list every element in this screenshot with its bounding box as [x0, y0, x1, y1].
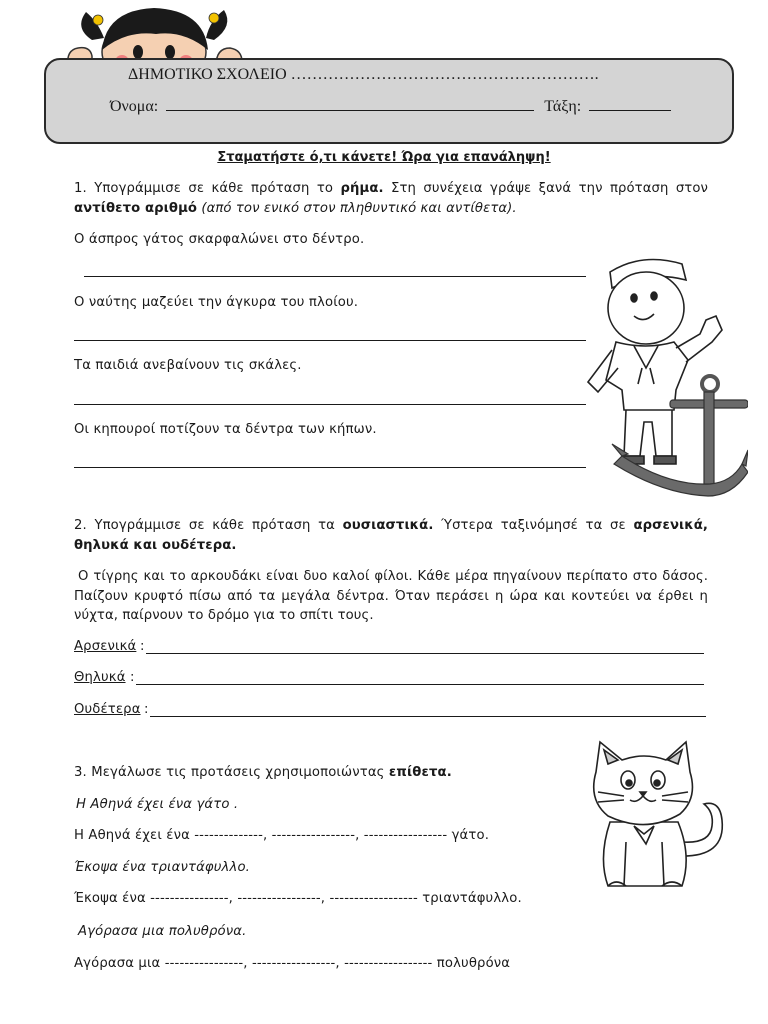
ex1-text-1: 1. Υπογράμμισε σε κάθε πρόταση το [74, 181, 341, 196]
ex2-bold-genders: αρσενικά, θηλυκά και ουδέτερα. [74, 518, 709, 553]
ex1-text-2: Στη συνέχεια γράψε ξανά την πρόταση στον [383, 181, 708, 196]
ex2-text-1: 2. Υπογράμμισε σε κάθε πρόταση τα [74, 518, 343, 533]
ex1-answer-line-4[interactable] [74, 467, 586, 468]
ex1-sentence-2: Ο ναύτης μαζεύει την άγκυρα του πλοίου. [74, 295, 359, 310]
ex3-bold-adjectives: επίθετα. [388, 765, 452, 780]
ex1-text-3: (από τον ενικό στον πληθυντικό και αντίθετα). [201, 200, 517, 216]
name-field[interactable] [166, 110, 534, 111]
ex2-colon-masculine: : [140, 639, 145, 654]
class-field[interactable] [589, 110, 671, 111]
ex3-example-2: Έκοψα ένα τριαντάφυλλο. [74, 860, 251, 875]
exercise-3-instructions [74, 765, 452, 780]
ex1-bold-opposite: αντίθετο αριθμό [74, 200, 198, 216]
ex1-answer-line-3[interactable] [74, 404, 586, 405]
cat-illustration [586, 738, 736, 894]
ex2-label-neuter: Ουδέτερα [74, 702, 141, 717]
name-label: Όνομα: [110, 98, 159, 115]
ex3-fill-2: Έκοψα ένα ----------------, -----------------, ------------------ τριαντάφυλλο. [74, 891, 522, 906]
ex3-example-3: Αγόρασα μια πολυθρόνα. [78, 924, 247, 939]
ex1-sentence-4: Οι κηπουροί ποτίζουν τα δέντρα των κήπων. [74, 422, 377, 437]
ex3-text-1: 3. Μεγάλωσε τις προτάσεις χρησιμοποιώντας [74, 765, 389, 780]
ex3-example-1: Η Αθηνά έχει ένα γάτο . [76, 797, 239, 812]
ex3-fill-3: Αγόρασα μια ----------------, -----------------, ------------------ πολυθρόνα [74, 956, 511, 971]
ex1-sentence-1: Ο άσπρος γάτος σκαρφαλώνει στο δέντρο. [74, 232, 365, 247]
ex1-bold-verb: ρήμα. [340, 181, 384, 196]
ex1-sentence-3: Τα παιδιά ανεβαίνουν τις σκάλες. [74, 358, 302, 373]
ex1-answer-line-1[interactable] [84, 276, 586, 277]
ex1-answer-line-2[interactable] [74, 340, 586, 341]
exercise-1-instructions [74, 179, 708, 218]
ex3-fill-1: Η Αθηνά έχει ένα --------------, -----------------, ----------------- γάτο. [74, 828, 490, 843]
name-class-line [110, 98, 671, 116]
ex2-bold-nouns: ουσιαστικά. [342, 518, 434, 533]
ex2-colon-feminine: : [130, 670, 135, 685]
ex2-label-feminine: Θηλυκά [74, 670, 126, 685]
ex2-answer-line-feminine[interactable] [136, 684, 704, 685]
class-label: Τάξη: [544, 98, 582, 115]
school-name-line: ΔΗΜΟΤΙΚΟ ΣΧΟΛΕΙΟ …………………………………………………. [128, 66, 599, 83]
ex2-label-masculine: Αρσενικά [74, 639, 137, 654]
ex2-answer-line-neuter[interactable] [150, 716, 706, 717]
motto-heading: Σταματήστε ό,τι κάνετε! Ώρα για επανάληψη! [217, 150, 551, 165]
ex2-colon-neuter: : [144, 702, 149, 717]
ex2-passage: Ο τίγρης και το αρκουδάκι είναι δυο καλοί φίλοι. Κάθε μέρα πηγαίνουν περίπατο στο δάσος. Παίζουν κρυφτό πίσω από τα μεγάλα δέντρα. Όταν περάσει η ώρα και κοντεύει να έρθει η νύχτα, παίρνουν το δρόμο για το σπίτι τους. [74, 569, 708, 623]
exercise-2-instructions [74, 516, 708, 555]
ex2-text-2: Ύστερα ταξινόμησέ τα σε [433, 518, 634, 533]
sailor-anchor-illustration [582, 250, 748, 500]
ex2-answer-line-masculine[interactable] [146, 653, 704, 654]
